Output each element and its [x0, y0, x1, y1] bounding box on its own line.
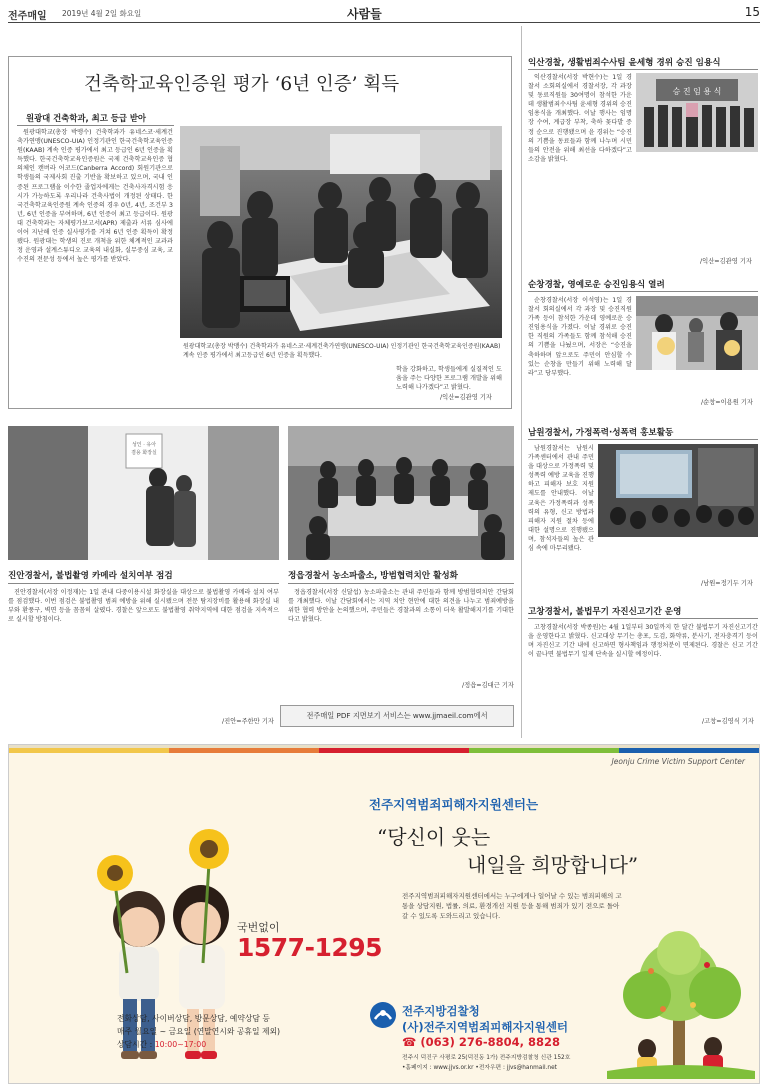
ad-services: 전화상담, 사이버상담, 방문상담, 예약상담 등	[117, 1014, 270, 1023]
right-col-divider	[521, 26, 522, 738]
ad-org1: 전주지방검찰청	[402, 1004, 480, 1018]
justice-org-logo-icon	[369, 1001, 397, 1029]
hotline-number[interactable]: 1577-1295	[237, 933, 383, 962]
left-bottom-rule	[8, 583, 279, 584]
main-photo	[180, 126, 502, 338]
ad-description: 전주지역범죄피해자지원센터에서는 누구에게나 일어날 수 있는 범죄피해의 고통을 상담지원, 법률, 의료, 환경개선 지원 등을 통해 범죄가 있기 전으로 돌아갈 수 있도록 도와드리고 있습니다.	[402, 892, 622, 920]
right-article4-title: 고창경찰서, 불법무기 자진신고기간 운영	[528, 607, 682, 617]
section-title: 사람들	[347, 7, 382, 21]
right-article1-photo	[636, 73, 758, 152]
left-bottom-title: 진안경찰서, 불법촬영 카메라 설치여부 점검	[8, 571, 173, 581]
ad-hours: 매주 월요일 ~ 금요일 (연말연시와 공휴일 제외)	[117, 1027, 281, 1036]
svg-text:승 진 임 용 식: 승 진 임 용 식	[672, 87, 722, 96]
ad-slogan-line2: 내일을 희망합니다”	[467, 853, 639, 877]
svg-text:겸용 화장실: 겸용 화장실	[131, 450, 157, 456]
middle-bottom-rule	[288, 583, 514, 584]
middle-bottom-body: 정읍경찰서(서장 신달섭) 농소파출소는 관내 주민들과 함께 방범협력치안 간담회를 개최했다. 이날 간담회에서는 지역 치안 현안에 대한 의견을 나누고 범죄예방을 위한 협력 방안을 논의했으며, 주민들은 경찰과의 소통이 더욱 활발해지기를 기대한다고 밝혔다.	[288, 589, 514, 624]
right-article2-rule	[528, 291, 758, 292]
middle-bottom-title: 정읍경찰서 농소파출소, 방범협력치안 활성화	[288, 571, 458, 581]
middle-bottom-photo	[288, 426, 514, 560]
right-article3-title: 남원경찰서, 가정폭력·성폭력 홍보활동	[528, 428, 674, 438]
tree-illustration	[607, 921, 755, 1079]
page-number: 15	[744, 5, 760, 19]
ad-top-stripes	[9, 745, 760, 753]
ad-time-row	[117, 1039, 206, 1050]
ad-slogan-line1: “당신이 웃는	[377, 825, 491, 849]
right-article1-title: 익산경찰, 생활범죄수사팀 윤세형 경위 승진 임용식	[528, 58, 721, 68]
right-article3-rule	[528, 439, 758, 440]
header-rule	[8, 22, 760, 23]
paper-name: 전주매일	[8, 11, 47, 22]
left-bottom-byline: /진안=주한만 기자	[222, 718, 274, 725]
ad-address: 전주시 덕진구 사평로 25(덕진동 1가) 전주지방검찰청 신관 152호	[402, 1055, 571, 1061]
right-article3-photo	[598, 444, 758, 537]
right-article3-body: 남원경찰서는 남원시가족센터에서 관내 주민을 대상으로 가정폭력 및 성폭력 예방 교육을 진행하고 피해자 보호 지원 제도를 안내했다. 이날 교육은 가정폭력과 성폭력의 유형, 신고 방법과 피해자 지원 절차 등에 대한 설명으로 진행됐으며, 참석자들의 높은 관심 속에 마무리됐다.	[528, 445, 594, 553]
right-article2-byline: /순창=이용원 기자	[701, 399, 753, 406]
right-article2-title: 순창경찰, 영예로운 승진임용식 열려	[528, 280, 665, 290]
ad-time-label: 상담시간 :	[117, 1040, 153, 1049]
right-article4-rule	[528, 618, 758, 619]
svg-text:성인 · 유아: 성인 · 유아	[131, 442, 157, 448]
right-article3-byline: /남원=정기두 기자	[701, 580, 753, 587]
subhead-rule	[17, 125, 174, 126]
right-article1-body: 익산경찰서(서장 박현수)는 1일 경찰서 소회의실에서 경찰서장, 각 과장 및 동료직원들 30여명이 참석한 가운데 생활범죄수사팀 윤세형 경위의 승진 임용식을 개최했다. 이날 행사는 임명장 수여, 계급장 부착, 축하 꽃다발 증정 순으로 진행됐으며 윤 경위는 “승진의 기쁨을 동료들과 함께 나누며 시민들의 안전을 위해 최선을 다하겠다”고 소감을 밝혔다.	[528, 74, 632, 163]
ad-org2: (사)전주지역범죄피해자지원센터	[402, 1020, 569, 1034]
right-article1-rule	[528, 69, 758, 70]
left-bottom-body: 진안경찰서(서장 이정재)는 1일 관내 다중이용시설 화장실을 대상으로 불법촬영 카메라 설치 여부를 점검했다. 이번 점검은 불법촬영 범죄 예방을 위해 실시됐으며 전문 탐지장비를 활용해 화장실 내부와 환풍구, 벽면 등을 꼼꼼히 살폈다. 경찰은 앞으로도 불법촬영 취약지역에 대한 점검을 지속적으로 실시할 방침이다.	[8, 589, 279, 624]
page-header	[8, 4, 760, 21]
right-article2-photo	[636, 296, 758, 370]
right-article1-byline: /익산=김관영 기자	[700, 258, 752, 265]
main-body-col1: 원광대학교(총장 박맹수) 건축학과가 유네스코·세계건축가연맹(UNESCO-UIA) 인정기관인 한국건축학교육인증원(KAAB) 계속 인증 평가에서 최고 등급인 6년 인증을 획득했다. 한국건축학교육인증원은 국제 건축학교육인증 협의체인 캔버라 어코드(Canberra Accord) 회원기관으로 학생들의 국제사회 진출 기반을 확보하고 있으며, 국내 인증된 프로그램을 이수한 졸업자에게는 건축사자격시험 응시가 가능하도록 우리나라 건축사법이 개정된 상태다. 한국건축학교육인증원 계속 인증의 경우 0년, 4년, 조건부 3년, 6년 인증을 부여하며, 6년 인증이 최고 등급이다. 원광대 건축학과는 자체평가보고서(APR) 제출과 서류 심사에 이어 지난해 인증 실사평가를 거쳐 6년 인증 획득이 확정됐다. 원광대는 학생의 진로 개척을 위한 체계적인 교과과정 운영과 설계스튜디오 교육의 내실화, 실무중심 교육, 교수진의 전문성 등에서 높은 평가를 받았다.	[17, 129, 173, 264]
pdf-service-banner[interactable]	[280, 705, 514, 727]
right-article4-byline: /고창=김영식 기자	[702, 718, 754, 725]
hotline-label: 국번없이	[237, 921, 280, 934]
main-subhead: 원광대 건축학과, 최고 등급 받아	[26, 113, 147, 123]
main-byline: /익산=김관영 기자	[440, 394, 492, 401]
ad-time-value: 10:00~17:00	[154, 1040, 207, 1049]
right-article4-body: 고창경찰서(서장 박종원)는 4월 1일부터 30일까지 한 달간 불법무기 자진신고기간을 운영한다고 밝혔다. 신고대상 무기는 총포, 도검, 화약류, 분사기, 전자충격기 등이며 자진신고 기간 내에 신고하면 형사책임과 행정처분이 면제된다. 경찰은 신고 기간이 끝나면 불법무기 일제 단속을 실시할 예정이다.	[528, 624, 758, 659]
ad-org-intro: 전주지역범죄피해자지원센터는	[369, 797, 539, 812]
classroom-photo	[180, 126, 502, 338]
left-bottom-photo	[8, 426, 279, 560]
main-body-col3: 학을 강화하고, 학생들에게 실질적인 도움을 주는 다양한 프로그램 개발을 위해 노력해 나가겠다”고 밝혔다.	[396, 366, 502, 392]
issue-date: 2019년 4월 2일 화요일	[62, 9, 142, 18]
main-headline: 건축학교육인증원 평가 ‘6년 인증’ 획득	[84, 74, 400, 95]
ad-block	[8, 744, 760, 1084]
ad-english-header: Jeonju Crime Victim Support Center	[611, 757, 745, 766]
pdf-service-text: 전주매일 PDF 지면보기 서비스는 www.jjmaeil.com에서	[306, 711, 488, 720]
right-article2-body: 순창경찰서(서장 이석영)는 1일 경찰서 회의실에서 각 과장 및 승진직원 가족 등이 참석한 가운데 영예로운 승진임용식을 가졌다. 이날 경위로 승진한 직원의 가족들도 함께 참석해 승진의 기쁨을 나눴으며, 서장은 “승진을 축하하며 앞으로도 주민이 안심할 수 있는 순창을 만들기 위해 노력해 달라”고 당부했다.	[528, 297, 632, 377]
ad-web[interactable]: •홈페이지 : www.jjvs.or.kr •전자우편 : jjvs@hanmail.net	[402, 1065, 557, 1071]
ad-phone[interactable]: ☎ (063) 276-8804, 8828	[402, 1035, 561, 1049]
middle-bottom-byline: /정읍=김대근 기자	[462, 682, 514, 689]
main-photo-caption: 원광대학교(총장 박맹수) 건축학과가 유네스코·세계건축가연맹(UNESCO-UIA) 인정기관인 한국건축학교육인증원(KAAB) 계속 인증 평가에서 최고등급인 6년 인증을 획득했다.	[183, 343, 501, 359]
